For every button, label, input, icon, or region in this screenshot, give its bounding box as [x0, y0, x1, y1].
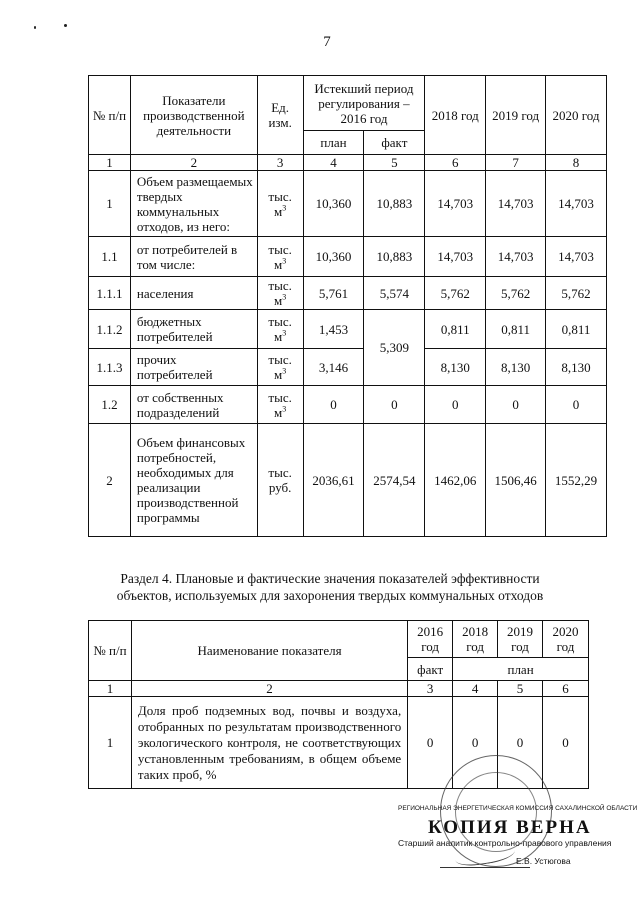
row-num: 1 [89, 697, 132, 789]
header-num: № п/п [89, 76, 131, 155]
row-2019: 5,762 [486, 277, 546, 310]
stamp-signer: Е.В. Устюгова [516, 856, 571, 866]
col-number: 3 [408, 681, 453, 697]
header-period: Истекший период регулирования – 2016 год [303, 76, 425, 131]
row-name: бюджетных потребителей [130, 310, 257, 349]
header-name: Наименование показателя [131, 621, 407, 681]
row-fact-merged: 5,309 [364, 310, 425, 386]
row-name: Объем размещаемых твердых коммунальных отходов, из него: [130, 171, 257, 237]
row-num: 1.1.2 [89, 310, 131, 349]
section-4-caption: Раздел 4. Плановые и фактические значения показателей эффективности объектов, используемых для захоронения твердых коммунальных отходов [116, 571, 544, 603]
row-2019: 1506,46 [486, 424, 546, 537]
header-2019: 2019 год [498, 621, 543, 658]
header-2019: 2019 год [486, 76, 546, 155]
row-plan: 0 [303, 386, 364, 424]
table-row [89, 277, 607, 310]
header-fact: факт [408, 658, 453, 681]
table-row [89, 237, 607, 277]
table-row [89, 171, 607, 237]
header-unit: Ед. изм. [257, 76, 303, 155]
row-2020: 1552,29 [546, 424, 607, 537]
col-number: 6 [543, 681, 589, 697]
row-2019: 0 [486, 386, 546, 424]
row-2020: 0 [546, 386, 607, 424]
row-name: Объем финансовых потребностей, необходимых для реализации производственной программы [130, 424, 257, 537]
row-unit: тыс. $м^3$ [257, 349, 303, 386]
row-num: 2 [89, 424, 131, 537]
row-unit: тыс. руб. [257, 424, 303, 537]
row-2018: 0,811 [425, 310, 486, 349]
row-2018: 14,703 [425, 237, 486, 277]
row-num: 1 [89, 171, 131, 237]
row-plan: 10,360 [303, 237, 364, 277]
column-number-row [89, 681, 589, 697]
row-name: от собственных подразделений [130, 386, 257, 424]
stamp-org: РЕГИОНАЛЬНАЯ ЭНЕРГЕТИЧЕСКАЯ КОМИССИЯ САХАЛИНСКОЙ ОБЛАСТИ [398, 805, 638, 812]
row-2020: 5,762 [546, 277, 607, 310]
row-2018: 0 [453, 697, 498, 789]
row-unit: тыс. $м^3$ [257, 277, 303, 310]
header-2020: 2020 год [546, 76, 607, 155]
row-plan: 1,453 [303, 310, 364, 349]
row-fact: 2574,54 [364, 424, 425, 537]
header-2018: 2018 год [425, 76, 486, 155]
row-2020: 0 [543, 697, 589, 789]
header-indicator: Показатели производственной деятельности [130, 76, 257, 155]
col-number: 2 [130, 155, 257, 171]
row-2020: 0,811 [546, 310, 607, 349]
page-number: 7 [323, 34, 331, 50]
table-row [89, 424, 607, 537]
table-header-row [89, 76, 607, 131]
row-2020: 14,703 [546, 171, 607, 237]
row-plan: 2036,61 [303, 424, 364, 537]
signature-line [440, 867, 530, 868]
col-number: 2 [131, 681, 407, 697]
production-indicators-table [88, 75, 607, 537]
header-fact: факт [364, 131, 425, 155]
row-fact: 0 [364, 386, 425, 424]
table-header-row [89, 621, 589, 658]
row-name: от потребителей в том числе: [130, 237, 257, 277]
col-number: 8 [546, 155, 607, 171]
stamp-title: КОПИЯ ВЕРНА [428, 817, 592, 838]
row-2019: 0 [498, 697, 543, 789]
col-number: 3 [257, 155, 303, 171]
row-fact: 10,883 [364, 171, 425, 237]
scan-speck [64, 24, 67, 27]
row-num: 1.1 [89, 237, 131, 277]
row-name: прочих потребителей [130, 349, 257, 386]
column-number-row [89, 155, 607, 171]
header-2018: 2018 год [453, 621, 498, 658]
header-2016: 2016 год [408, 621, 453, 658]
row-2018: 5,762 [425, 277, 486, 310]
row-2016: 0 [408, 697, 453, 789]
row-fact: 10,883 [364, 237, 425, 277]
row-2020: 8,130 [546, 349, 607, 386]
header-plan: план [453, 658, 589, 681]
header-num: № п/п [89, 621, 132, 681]
col-number: 1 [89, 155, 131, 171]
row-2019: 0,811 [486, 310, 546, 349]
row-plan: 3,146 [303, 349, 364, 386]
row-unit: тыс. $м^3$ [257, 237, 303, 277]
row-unit: тыс. $м^3$ [257, 171, 303, 237]
header-plan: план [303, 131, 364, 155]
col-number: 5 [498, 681, 543, 697]
row-2018: 14,703 [425, 171, 486, 237]
row-unit: тыс. $м^3$ [257, 386, 303, 424]
row-2018: 0 [425, 386, 486, 424]
row-2018: 8,130 [425, 349, 486, 386]
stamp-position: Старший аналитик контрольно-правового управления [398, 838, 612, 848]
row-unit: тыс. $м^3$ [257, 310, 303, 349]
table-row [89, 310, 607, 349]
header-2020: 2020 год [543, 621, 589, 658]
row-num: 1.1.1 [89, 277, 131, 310]
col-number: 5 [364, 155, 425, 171]
col-number: 1 [89, 681, 132, 697]
row-2020: 14,703 [546, 237, 607, 277]
col-number: 4 [453, 681, 498, 697]
row-name: Доля проб подземных вод, почвы и воздуха, отобранных по результатам производственного экологического контроля, не соответствующих установленным требованиям, в общем объеме таких проб, % [131, 697, 407, 789]
row-2019: 14,703 [486, 171, 546, 237]
row-num: 1.1.3 [89, 349, 131, 386]
row-fact: 5,574 [364, 277, 425, 310]
table-row [89, 349, 607, 386]
row-num: 1.2 [89, 386, 131, 424]
col-number: 7 [486, 155, 546, 171]
scan-speck [34, 26, 36, 29]
row-2019: 14,703 [486, 237, 546, 277]
row-plan: 5,761 [303, 277, 364, 310]
row-name: населения [130, 277, 257, 310]
row-plan: 10,360 [303, 171, 364, 237]
row-2018: 1462,06 [425, 424, 486, 537]
col-number: 4 [303, 155, 364, 171]
col-number: 6 [425, 155, 486, 171]
table-row [89, 386, 607, 424]
row-2019: 8,130 [486, 349, 546, 386]
